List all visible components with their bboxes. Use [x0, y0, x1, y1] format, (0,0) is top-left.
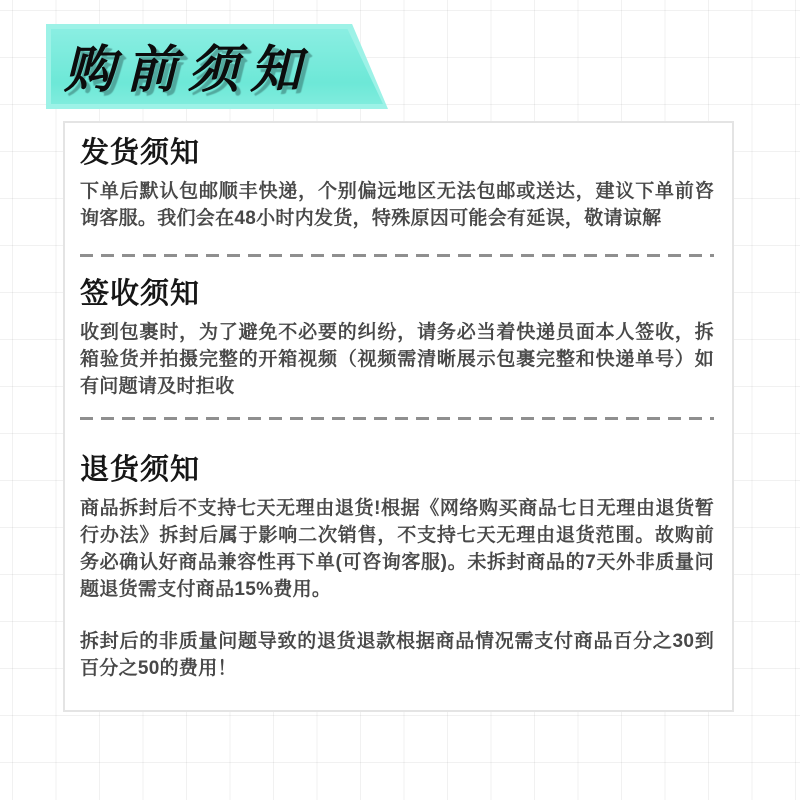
dashed-divider [80, 254, 714, 257]
notice-card [63, 121, 734, 712]
section-receipt-title: 签收须知 [80, 278, 201, 310]
dashed-divider [80, 417, 714, 420]
section-return-title: 退货须知 [80, 454, 201, 486]
section-receipt-body: 收到包裹时，为了避免不必要的纠纷，请务必当着快递员面本人签收，拆箱验货并拍摄完整的开箱视频（视频需清晰展示包裹完整和快递单号）如有问题请及时拒收 [80, 322, 714, 397]
section-shipping [80, 136, 714, 232]
section-return-body-1: 商品拆封后不支持七天无理由退货!根据《网络购买商品七日无理由退货暂行办法》拆封后属于影响二次销售，不支持七天无理由退货范围。故购前务必确认好商品兼容性再下单(可咨询客服)。未拆封商品的7天外非质量问题退货需支付商品15%费用。 [80, 498, 714, 600]
pre-purchase-banner [46, 24, 388, 109]
section-return [80, 453, 714, 682]
section-receipt [80, 277, 714, 400]
section-shipping-title: 发货须知 [80, 137, 201, 169]
banner-title: 购前须知 [64, 40, 313, 98]
section-return-body-2: 拆封后的非质量问题导致的退货退款根据商品情况需支付商品百分之30到百分之50的费用！ [80, 631, 714, 679]
section-shipping-body: 下单后默认包邮顺丰快递，个别偏远地区无法包邮或送达，建议下单前咨询客服。我们会在48小时内发货，特殊原因可能会有延误，敬请谅解 [80, 181, 714, 229]
